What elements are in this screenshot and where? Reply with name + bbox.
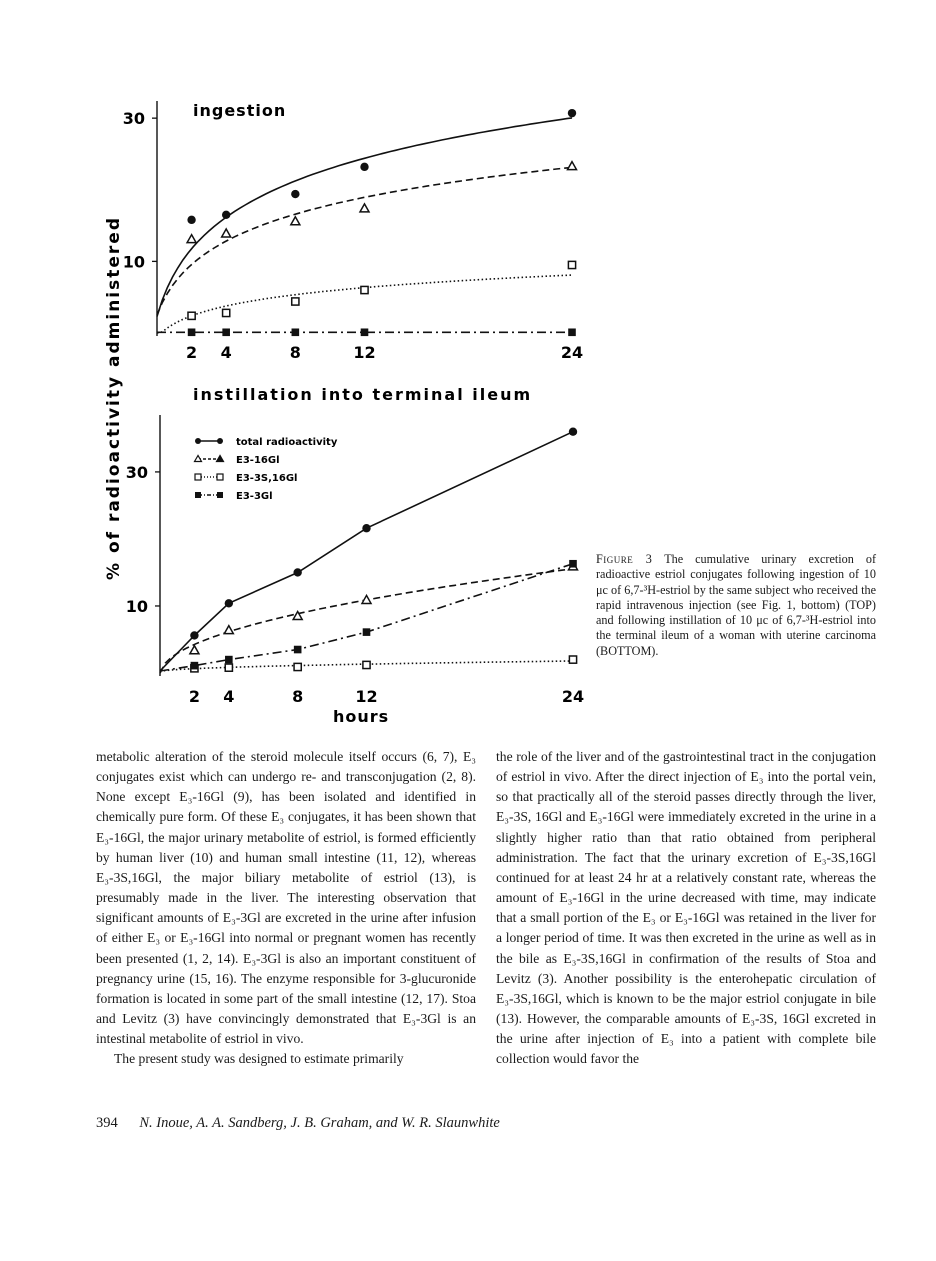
data-point: [187, 216, 195, 224]
data-point: [568, 328, 576, 336]
legend: [195, 437, 338, 502]
data-point: [293, 568, 301, 576]
footer-authors: N. Inoue, A. A. Sandberg, J. B. Graham, and W. R. Slaunwhite: [139, 1115, 500, 1131]
data-point: [360, 163, 368, 171]
data-point: [190, 631, 198, 639]
x-tick-label: 4: [223, 687, 235, 706]
data-point: [222, 328, 230, 336]
top-panel: [123, 101, 583, 362]
data-point: [225, 664, 232, 671]
bottom-panel-title: instillation into terminal ileum: [193, 385, 533, 404]
data-point: [360, 204, 369, 212]
data-point: [225, 599, 233, 607]
body-paragraph: metabolic alteration of the steroid molecule itself occurs (6, 7), E₃ conjugates exist which can undergo re- and transconjugation (2, 8). None except E₃-16Gl (9), has been isolated and identified in chemically pure form. Of these E₃ conjugates, it has been shown that E₃-16Gl, the major urinary metabolite of estriol, is formed efficiently by human liver (10) and human small intestine (11, 12), whereas E₃-3S,16Gl, the major biliary metabolite of estriol (13), is presumably made in the liver. The interesting observation that significant amounts of E₃-3Gl are excreted in the urine after infusion of either E₃ or E₃-16Gl into normal or pregnant women has recently been presented (1, 2, 14). E₃-3Gl is also an important constituent of pregnancy urine (15, 16). The enzyme responsible for 3-glucuronide formation is located in some part of the small intestine (12, 17). Stoa and Levitz (3) have convincingly demonstrated that E₃-3Gl is an intestinal metabolite of estriol in vivo.: [96, 749, 476, 1047]
data-point: [188, 328, 196, 336]
data-point: [361, 286, 368, 293]
data-point: [291, 217, 300, 225]
x-tick-label: 4: [220, 343, 232, 362]
data-point: [294, 663, 301, 670]
bottom-panel: [126, 385, 584, 706]
data-point: [225, 656, 233, 664]
data-point: [362, 595, 371, 603]
data-point: [363, 628, 371, 636]
x-tick-label: 12: [353, 343, 376, 362]
data-point: [294, 646, 302, 654]
body-right-column: [496, 747, 876, 1070]
data-point: [224, 626, 233, 634]
series-line: [160, 564, 573, 671]
y-tick-label: 10: [122, 252, 145, 272]
legend-marker: [217, 474, 223, 480]
data-point: [291, 190, 299, 198]
y-tick-label: 30: [125, 462, 148, 482]
data-point: [363, 661, 370, 668]
data-point: [191, 662, 199, 670]
legend-marker: [217, 456, 224, 462]
page-footer: [96, 1115, 876, 1132]
data-point: [292, 328, 300, 336]
series-line: [157, 275, 572, 333]
legend-marker: [195, 492, 201, 498]
x-tick-label: 2: [186, 343, 198, 362]
data-point: [568, 162, 577, 170]
legend-label: E3-3S,16Gl: [236, 473, 298, 484]
figure-caption: [596, 552, 876, 659]
data-point: [569, 428, 577, 436]
x-tick-label: 8: [292, 687, 304, 706]
data-point: [568, 109, 576, 117]
data-point: [569, 656, 576, 663]
data-point: [568, 261, 575, 268]
top-panel-title: ingestion: [193, 101, 287, 120]
y-axis-label: % of radioactivity administered: [104, 216, 124, 580]
body-left-column: [96, 747, 476, 1070]
y-tick-label: 10: [125, 596, 148, 616]
data-point: [187, 235, 196, 243]
data-point: [362, 524, 370, 532]
data-point: [190, 646, 199, 654]
legend-label: E3-3Gl: [236, 491, 273, 502]
data-point: [292, 298, 299, 305]
data-point: [223, 309, 230, 316]
x-tick-label: 12: [355, 687, 378, 706]
data-point: [188, 312, 195, 319]
figure-caption-label: Figure 3: [596, 552, 653, 566]
legend-label: E3-16Gl: [236, 455, 280, 466]
x-axis-label: hours: [333, 707, 390, 726]
page-number: 394: [96, 1115, 118, 1131]
x-tick-label: 8: [289, 343, 301, 362]
x-tick-label: 2: [188, 687, 200, 706]
figure-caption-text: The cumulative urinary excretion of radioactive estriol conjugates following ingestion of 10 μc of 6,7-³H-estriol by the same subject who received the rapid intravenous injection (see Fig. 1, bottom) (TOP) and following instillation of 10 μc of 6,7-³H-estriol into the terminal ileum of a woman with uterine carcinoma (BOTTOM).: [596, 552, 877, 658]
data-point: [222, 229, 231, 237]
legend-label: total radioactivity: [236, 437, 338, 448]
legend-marker: [217, 492, 223, 498]
legend-marker: [217, 438, 223, 444]
y-tick-label: 30: [122, 109, 145, 129]
x-tick-label: 24: [560, 343, 584, 362]
body-paragraph: The present study was designed to estimate primarily: [114, 1051, 404, 1067]
data-point: [569, 560, 577, 568]
legend-marker: [195, 474, 201, 480]
legend-marker: [195, 438, 201, 444]
data-point: [361, 328, 369, 336]
body-paragraph: the role of the liver and of the gastrointestinal tract in the conjugation of estriol in vivo. After the direct injection of E₃ into the portal vein, so that practically all of the steroid passes directly through the liver, E₃-3S, 16Gl and E₃-16Gl were immediately excreted in the urine in a slightly higher ratio than that ratio obtained from peripheral administration. The fact that the urinary excretion of E₃-3S,16Gl continued for at least 24 hr at a relatively constant rate, whereas the amount of E₃-16Gl in the urine decreased with time, may indicate that a small portion of the E₃ or E₃-16Gl was retained in the liver for a longer period of time. It was then excreted in the urine as well as in the bile as E₃-3S,16Gl in confirmation of the results of Stoa and Levitz (3). Another possibility is the enterohepatic circulation of E₃-3S,16Gl, which is known to be the major estriol conjugate in bile (13). However, the comparable amounts of E₃-3S, 16Gl excreted in the urine after injection of E₃ into a patient with complete bile collection would favor the: [496, 749, 876, 1067]
data-point: [222, 211, 230, 219]
x-tick-label: 24: [561, 687, 585, 706]
